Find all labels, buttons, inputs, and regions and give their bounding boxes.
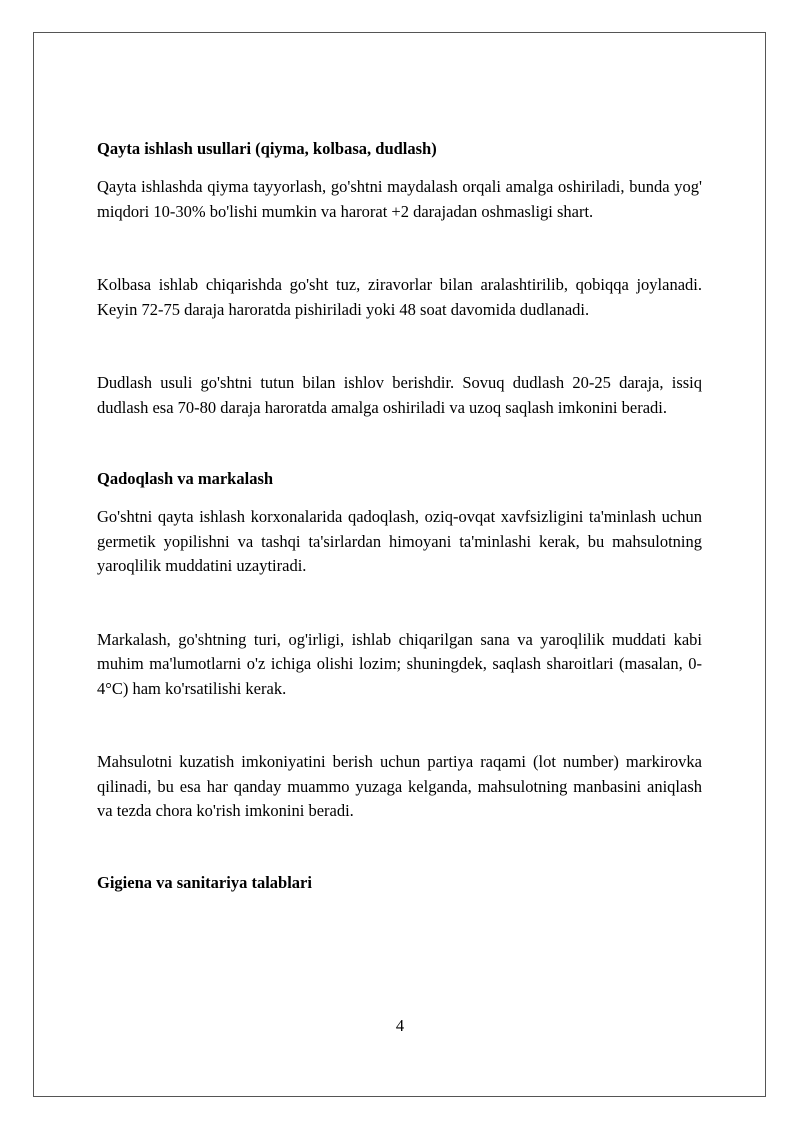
section-heading: Qayta ishlash usullari (qiyma, kolbasa, dudlash) bbox=[97, 139, 437, 158]
paragraph: Qayta ishlashda qiyma tayyorlash, go'shtni maydalash orqali amalga oshiriladi, bunda yog' miqdori 10-30% bo'lishi mumkin va harorat +2 darajadan oshmasligi shart. bbox=[97, 177, 702, 221]
paragraph: Go'shtni qayta ishlash korxonalarida qadoqlash, oziq-ovqat xavfsizligini ta'minlash uchun germetik yopilishni va tashqi ta'sirlardan himoyani ta'minlashi kerak, bu mahsulotning yaroqlilik muddatini uzaytiradi. bbox=[97, 507, 702, 575]
paragraph: Kolbasa ishlab chiqarishda go'sht tuz, ziravorlar bilan aralashtirilib, qobiqqa joylanadi. Keyin 72-75 daraja haroratda pishiriladi yoki 48 soat davomida dudlanadi. bbox=[97, 275, 702, 319]
section-heading: Qadoqlash va markalash bbox=[97, 469, 274, 488]
paragraph: Markalash, go'shtning turi, og'irligi, ishlab chiqarilgan sana va yaroqlilik muddati kabi muhim ma'lumotlarni o'z ichiga olishi lozim; shuningdek, saqlash sharoitlari (masalan, 0-4°C) ham ko'rsatilishi kerak. bbox=[97, 629, 702, 698]
section-heading: Gigiena va sanitariya talablari bbox=[97, 872, 312, 892]
paragraph: Mahsulotni kuzatish imkoniyatini berish uchun partiya raqami (lot number) markirovka qilinadi, bu esa har qanday muammo yuzaga kelganda, mahsulotning manbasini aniqlash va tezda chora ko'rish imkonini beradi. bbox=[97, 752, 702, 820]
page-number: 4 bbox=[395, 1016, 405, 1035]
page-content bbox=[97, 137, 702, 895]
paragraph: Dudlash usuli go'shtni tutun bilan ishlov berishdir. Sovuq dudlash 20-25 daraja, issiq dudlash esa 70-80 daraja haroratda amalga oshiriladi va uzoq saqlash imkonini beradi. bbox=[97, 373, 702, 417]
